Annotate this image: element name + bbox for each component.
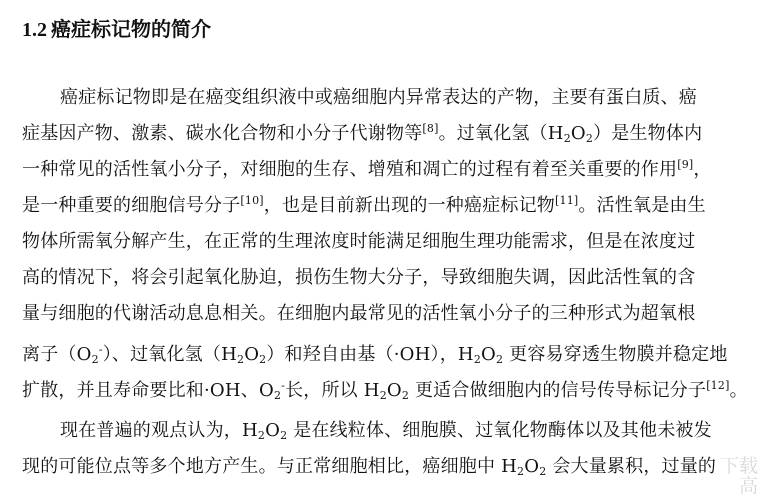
citation-8[interactable]: [8] [422,122,439,135]
paragraph1-line6: 高的情况下，将会引起氧化胁迫，损伤生物大分子，导致细胞失调，因此活性氧的含 [22,267,696,288]
watermark: 下载高 [719,455,758,497]
paragraph2-line2: 现的可能位点等多个地方产生。与正常细胞相比，癌细胞中 $H_2O_2$ 会大量累积，过量的 [22,456,717,478]
citation-12[interactable]: [12] [706,379,730,392]
paragraph1-line3: 一种常见的活性氧小分子，对细胞的生存、增殖和凋亡的过程有着至关重要的作用[9]， [22,158,712,180]
paragraph2-line1: 现在普遍的观点认为，$H_2O_2$ 是在线粒体、细胞膜、过氧化物酶体以及其他未被发 [60,420,712,442]
section-number: 1.2 [22,19,47,41]
paragraph1-line4: 是一种重要的细胞信号分子[10]，也是目前新出现的一种癌症标记物[11]。活性氧是由生 [22,194,706,216]
paragraph1-line9: 扩散，并且寿命要比和·OH、$O_2^-$长，所以 $H_2O_2$ 更适合做细胞内的信号传导标记分子[12]。 [22,379,748,402]
paragraph1-line7: 量与细胞的代谢活动息息相关。在细胞内最常见的活性氧小分子的三种形式为超氧根 [22,303,696,324]
paragraph1-line2: 症基因产物、激素、碳水化合物和小分子代谢物等[8]。过氧化氢$(H_2O_2)$是生物体内 [22,122,703,145]
citation-9[interactable]: [9] [677,158,694,171]
section-heading [22,14,211,45]
citation-11[interactable]: [11] [555,194,579,207]
paragraph1-line5: 物体所需氧分解产生，在正常的生理浓度时能满足细胞生理功能需求，但是在浓度过 [22,231,696,252]
paragraph1-line1: 癌症标记物即是在癌变组织液中或癌细胞内异常表达的产物，主要有蛋白质、癌 [60,87,697,108]
paragraph1-line8: 离子$(O_2^-)$、过氧化氢$(H_2O_2)$和羟自由基（·OH），$H_2O_2$ 更容易穿透生物膜并稳定地 [22,343,728,366]
citation-10[interactable]: [10] [240,194,264,207]
section-title: 癌症标记物的简介 [51,17,211,41]
